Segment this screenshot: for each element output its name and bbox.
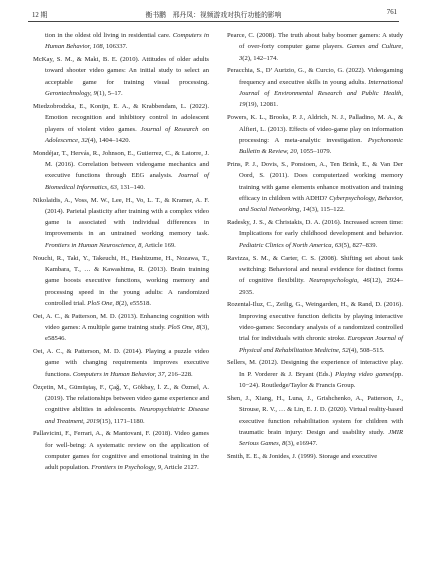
reference-entry [227,451,403,462]
right-reference-column [227,30,403,464]
reference-source-italic: JMIR Serious Games, 8 [239,428,403,448]
reference-source-italic: Gerontechnology, 9 [45,90,97,98]
reference-entry [33,101,209,146]
reference-source-italic: Games and Culture, 3 [239,43,403,62]
reference-text: , 216–228. [164,370,193,378]
running-header [0,0,427,22]
reference-text: Özçetin, M., Gümüştaş, F., Çağ, Y., Gökbay, İ. Z., & Özmel, A. (2019). The relationships between video game experience and cognitive abilities in adolescents. [33,383,209,414]
reference-entry [227,112,403,157]
reference-text: (3), e58546. [45,323,209,343]
reference-text: Smith, E. E., & Jonides, J. (1999). Storage and executive [227,453,378,461]
reference-text: (4), 1404–1420. [87,136,131,144]
reference-text: Sellers, M. (2012). Designing the experience of interactive play. In P. Vorderer & J. Bryant (Eds.) [227,359,403,378]
reference-source-italic: Computers in Human Behavior, 37 [72,370,165,378]
reference-entry [227,299,403,355]
reference-text: Oei, A. C., & Patterson, M. D. (2014). Playing a puzzle video game with changing requirements improves executive functions. [33,348,209,378]
reference-entry [33,428,209,473]
reference-text: McKay, S. M., & Maki, B. E. (2010). Attitudes of older adults toward shooter video games: An initial study to select an acceptable game for training visual processing. [33,56,209,86]
header-rule [28,21,399,22]
reference-text: Powers, K. L., Brooks, P. J., Aldrich, N. J., Palladino, M. A., & Alfieri, L. (2013). Effects of video-game play on information processing: A meta-analytic investigation. [227,114,403,144]
reference-source-italic: European Journal of Physical and Rehabilitation Medicine, 52 [239,335,404,354]
running-title: 衡书鹏 邢丹凤：视频游戏对执行功能的影响 [145,12,282,19]
reference-entry [33,382,209,427]
left-reference-column [33,30,209,475]
reference-text: (2), e55518. [118,299,152,307]
reference-text: (1), 5–17. [96,90,123,98]
reference-text: (15), 1171–1180. [99,417,145,425]
reference-text: Peracchia, S., D’ Aurizio, G., & Curcio, G. (2022). Videogaming frequency and executive skills in young adults. [227,67,403,86]
reference-entry [33,148,209,193]
reference-text: , 1055–1079. [296,148,332,156]
reference-text: Miedzobrodzka, E., Konijn, E. A., & Krabbendam, L. (2022). Emotion recognition and inhibitory control in adolescent players of violent video games. [33,102,209,133]
reference-source-italic: Cyberpsychology, Behavior, and Social Networking, 14 [239,194,404,214]
reference-entry [227,30,403,64]
reference-text: Nouchi, R., Taki, Y., Takeuchi, H., Hashizume, H., Nozawa, T., Kambara, T., … & Kawashima, R. (2013). Brain training game boosts executive functions, working memory and processing speed in the young adults: A randomized controlled trial. [33,254,209,307]
reference-text: (pp. 10−24). Routledge/Taylor & Francis Group. [239,370,403,390]
reference-text: Nikolaidis, A., Voss, M. W., Lee, H., Vo, L. T., & Kramer, A. F. (2014). Parietal plasticity after training with a complex video game is associated with individual differences in improvements in an untrained working memory task. [33,196,209,238]
reference-text: (3), 115–122. [309,206,345,214]
reference-text: (12), 2924–2935. [239,277,403,296]
reference-text: (3), e16947. [285,440,318,448]
reference-text: , 131–140. [116,183,146,191]
reference-source-italic: Journal of Biomedical Informatics, 63 [45,172,209,191]
reference-text: (4), 508–515. [348,346,385,354]
reference-source-italic: Frontiers in Human Neuroscience, 8 [45,241,142,249]
reference-source-italic: PloS One, 8 [167,323,200,331]
reference-source-italic: Frontiers in Psychology, 9 [91,464,162,472]
reference-source-italic: Psychonomic Bulletin & Review, 20 [239,136,403,156]
reference-text: Oei, A. C., & Patterson, M. D. (2013). Enhancing cognition with video games: A multiple game training study. [33,312,209,331]
reference-text: Radesky, J. S., & Christakis, D. A. (2016). Increased screen time: Implications for early childhood development and behavior. [227,219,403,238]
page-number: 761 [386,9,397,16]
reference-text: Prins, P. J., Dovis, S., Ponsioen, A., Ten Brink, E., & Van Der Oord, S. (2011). Does computerized working memory training with game elements enhance motivation and training efficacy in children with ADHD? [227,161,403,202]
reference-source-italic: PloS One, 8 [87,299,119,307]
reference-entry [227,393,403,449]
reference-source-italic: Playing video games [335,370,393,378]
reference-text: Pallavicini, F., Ferrari, A., & Mantovani, F. (2018). Video games for well-being: A systematic review on the application of computer games for cognitive and emotional training in the adult population. [33,430,209,472]
reference-source-italic: Neuropsychiatric Disease and Treatment, 2019 [45,406,209,425]
reference-text: (5), 827–839. [341,241,378,249]
reference-entry [227,357,403,391]
reference-entry [33,346,209,380]
reference-text: Rozental-Iluz, C., Zeilig, G., Weingarden, H., & Rand, D. (2016). Improving executive function deficits by playing interactive video-games: Secondary analysis of a randomized controlled trial for individuals with chronic stroke. [227,301,403,343]
reference-entry [227,159,403,215]
reference-text: tion in the oldest old living in residential care. [45,32,173,39]
reference-entry [227,217,403,251]
reference-text: Pearce, C. (2008). The truth about baby boomer gamers: A study of over-forty computer game players. [227,32,403,51]
reference-entry [33,54,209,99]
reference-text: , Article 2127. [161,464,199,472]
reference-text: (2), 142–174. [242,54,279,62]
reference-entry [33,30,209,53]
reference-entry [33,253,209,309]
reference-source-italic: Pediatric Clinics of North America, 63 [239,241,342,249]
issue-number: 12 期 [32,12,48,19]
reference-source-italic: Journal of Research on Adolescence, 32 [45,125,210,144]
reference-text: , Article 169. [141,241,176,249]
reference-text: Mondéjar, T., Hervás, R., Johnson, E., Gutierrez, C., & Latorre, J. M. (2016). Correlation between videogame mechanics and executive functions through EEG analysis. [33,149,209,180]
reference-text: , 106337. [102,43,128,51]
reference-entry [33,311,209,345]
reference-text: Ravizza, S. M., & Carter, C. S. (2008). Shifting set about task switching: Behavioral and neural evidence for distinct forms of cognitive flexibility. [227,254,403,285]
reference-source-italic: Neuropsychologia, 46 [309,277,370,285]
reference-text: Shen, J., Xiang, H., Luna, J., Grishchenko, A., Patterson, J., Strouse, R. V., … & Lin, E. J. D. (2020). Virtual reality-based executive function rehabilitation system for children with traumatic brain injury: Design and usability study. [227,394,403,436]
reference-source-italic: Computers in Human Behavior, 108 [45,32,210,51]
reference-entry [33,195,209,251]
reference-entry [227,65,403,110]
reference-entry [227,253,403,298]
reference-source-italic: International Journal of Environmental Research and Public Health, 19 [239,78,403,109]
reference-text: (19), 12081. [245,101,279,109]
